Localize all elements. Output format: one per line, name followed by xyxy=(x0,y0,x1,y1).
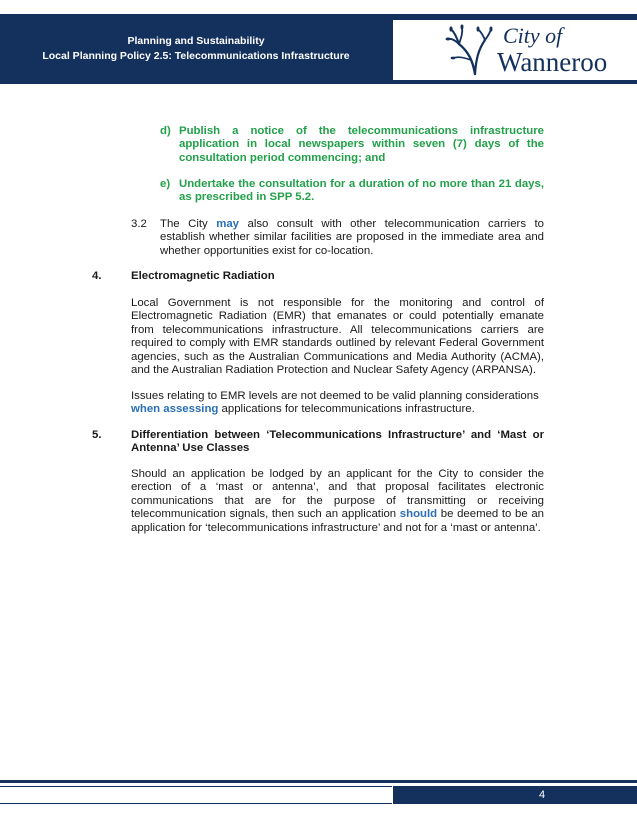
page-number: 4 xyxy=(538,789,546,801)
section-number: 5. xyxy=(92,429,102,441)
section-title: Electromagnetic Radiation xyxy=(131,270,275,282)
clause-text-part: also consult with other telecommunication carriers to establish whether similar facilities are proposed in the immediate area and whether opportunities exist for co-location. xyxy=(160,218,544,257)
header-title xyxy=(0,14,392,84)
city-logo-plant-icon xyxy=(445,24,493,76)
section-5-heading xyxy=(92,429,544,456)
section-4-heading xyxy=(92,270,544,283)
logo-city-of: City of xyxy=(503,23,563,48)
list-item-text: Publish a notice of the telecommunications infrastructure application in local newspapers within seven (7) days of the consultation period commencing; and xyxy=(179,125,544,164)
footer-left-bar xyxy=(0,786,392,804)
header-title-line2: Local Planning Policy 2.5: Telecommunications Infrastructure xyxy=(42,50,350,62)
clause-text xyxy=(160,218,544,258)
header-title-line1: Planning and Sustainability xyxy=(127,35,265,47)
highlight-may: may xyxy=(216,218,240,230)
city-logo-wordmark xyxy=(497,24,607,76)
logo-wanneroo: Wanneroo xyxy=(497,47,608,77)
list-item-e xyxy=(160,178,544,205)
paragraph-text-part: Issues relating to EMR levels are not deemed to be valid planning considerations xyxy=(131,390,539,402)
list-marker: d) xyxy=(160,125,171,137)
list-item-text: Undertake the consultation for a duration of no more than 21 days, as prescribed in SPP 5.2. xyxy=(179,178,544,204)
section-4-paragraph-1: Local Government is not responsible for the monitoring and control of Electromagnetic Radiation (EMR) that emanates or could potentially emanate from telecommunications infrastructure. All telecommunications carriers are required to comply with EMR standards outlined by relevant Federal Government agencies, such as the Australian Communications and Media Authority (ACMA), and the Australian Radiation Protection and Nuclear Safety Agency (ARPANSA). xyxy=(131,297,544,377)
section-title: Differentiation between ‘Telecommunications Infrastructure’ and ‘Mast or Antenna’ Use Classes xyxy=(131,429,544,455)
section-number: 4. xyxy=(92,270,102,282)
section-4-paragraph-2 xyxy=(131,390,544,417)
paragraph-text-part: Should an application be lodged by an applicant for the City to consider the erection of a ‘mast or antenna’, and that proposal facilitates electronic communications that are for the purpose of transmitting or receiving telecommunication signals, then such an application xyxy=(131,468,544,521)
list-marker: e) xyxy=(160,178,171,190)
clause-3-2 xyxy=(131,218,544,258)
paragraph-text-part: be deemed to be an application for ‘telecommunications infrastructure’ and not for a ‘mast or antenna’. xyxy=(131,508,544,534)
list-item-d xyxy=(160,125,544,165)
footer-right-bar xyxy=(393,786,637,804)
paragraph-text-part: applications for telecommunications infrastructure. xyxy=(218,403,475,416)
footer-rule xyxy=(0,780,637,783)
highlight-should: should xyxy=(399,508,438,521)
highlight-when-assessing: when assessing xyxy=(131,403,219,416)
section-5-paragraph xyxy=(131,468,544,535)
city-logo xyxy=(393,20,637,80)
clause-number: 3.2 xyxy=(131,218,147,230)
clause-text-part: The City xyxy=(160,218,217,230)
